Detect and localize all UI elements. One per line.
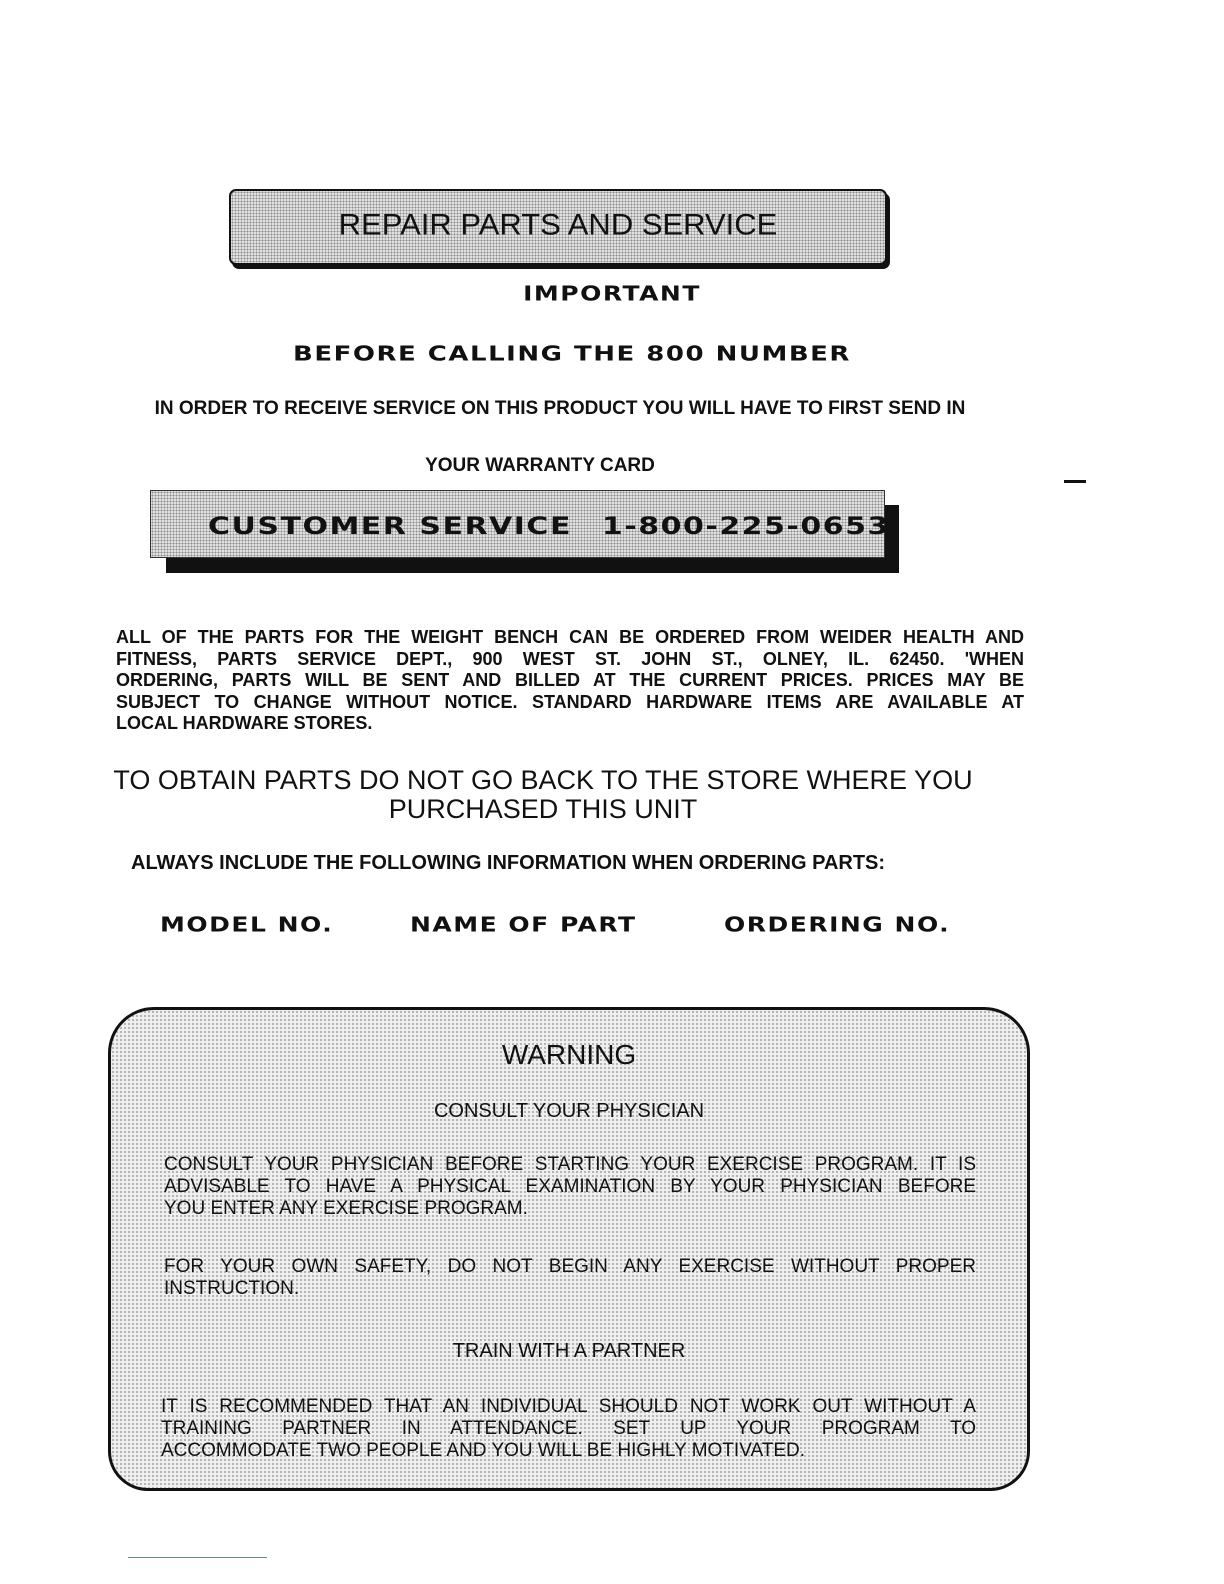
repair-parts-banner bbox=[229, 189, 887, 265]
consult-line: YOU ENTER ANY EXERCISE PROGRAM. bbox=[164, 1198, 528, 1219]
footer-rule bbox=[128, 1557, 267, 1558]
ordering-field-name-of-part: NAME OF PART bbox=[410, 913, 637, 937]
consult-physician-paragraph bbox=[164, 1154, 976, 1220]
parts-info-line: LOCAL HARDWARE STORES. bbox=[116, 713, 373, 733]
obtain-parts-line-2: PURCHASED THIS UNIT bbox=[388, 794, 698, 824]
customer-service-text bbox=[208, 512, 890, 542]
obtain-parts-notice bbox=[80, 766, 1006, 824]
partner-line: IT IS RECOMMENDED THAT AN INDIVIDUAL SHOULD NOT WORK OUT WITHOUT A bbox=[161, 1396, 976, 1417]
consult-line: CONSULT YOUR PHYSICIAN BEFORE STARTING YOUR EXERCISE PROGRAM. IT IS bbox=[164, 1154, 976, 1175]
warning-title: WARNING bbox=[501, 1039, 637, 1070]
before-calling-heading: BEFORE CALLING THE 800 NUMBER bbox=[293, 342, 851, 366]
train-with-partner-heading: TRAIN WITH A PARTNER bbox=[452, 1340, 686, 1362]
obtain-parts-line-1: TO OBTAIN PARTS DO NOT GO BACK TO THE STORE WHERE YOU bbox=[113, 765, 973, 795]
parts-info-paragraph bbox=[116, 627, 1024, 735]
safety-line: FOR YOUR OWN SAFETY, DO NOT BEGIN ANY EXERCISE WITHOUT PROPER bbox=[164, 1256, 976, 1277]
safety-paragraph bbox=[164, 1256, 976, 1300]
customer-service-label: CUSTOMER SERVICE bbox=[208, 512, 572, 541]
ordering-field-model-no: MODEL NO. bbox=[160, 913, 334, 937]
parts-info-line: SUBJECT TO CHANGE WITHOUT NOTICE. STANDARD HARDWARE ITEMS ARE AVAILABLE AT bbox=[116, 691, 1024, 712]
customer-service-box bbox=[150, 490, 890, 558]
warning-panel bbox=[108, 1007, 1030, 1491]
ordering-instruction: ALWAYS INCLUDE THE FOLLOWING INFORMATION WHEN ORDERING PARTS: bbox=[131, 852, 886, 874]
service-instruction-line-2: YOUR WARRANTY CARD bbox=[425, 455, 655, 476]
consult-line: ADVISABLE TO HAVE A PHYSICAL EXAMINATION BY YOUR PHYSICIAN BEFORE bbox=[164, 1176, 976, 1197]
parts-info-line: ORDERING, PARTS WILL BE SENT AND BILLED AT THE CURRENT PRICES. PRICES MAY BE bbox=[116, 670, 1024, 690]
partner-line: ACCOMMODATE TWO PEOPLE AND YOU WILL BE HIGHLY MOTIVATED. bbox=[161, 1440, 805, 1461]
ordering-field-ordering-no: ORDERING NO. bbox=[724, 913, 951, 937]
consult-physician-heading: CONSULT YOUR PHYSICIAN bbox=[433, 1100, 705, 1122]
service-instruction-line-1: IN ORDER TO RECEIVE SERVICE ON THIS PRODUCT YOU WILL HAVE TO FIRST SEND IN bbox=[154, 398, 966, 419]
safety-line: INSTRUCTION. bbox=[164, 1278, 300, 1299]
repair-parts-banner-title: REPAIR PARTS AND SERVICE bbox=[338, 207, 778, 242]
customer-service-phone: 1-800-225-0653 bbox=[601, 512, 890, 541]
important-heading: IMPORTANT bbox=[523, 282, 701, 306]
partner-line: TRAINING PARTNER IN ATTENDANCE. SET UP YOUR PROGRAM TO bbox=[161, 1418, 976, 1439]
margin-dash-mark bbox=[1064, 480, 1086, 483]
parts-info-line: FITNESS, PARTS SERVICE DEPT., 900 WEST ST. JOHN ST., OLNEY, IL. 62450. 'WHEN bbox=[116, 648, 1024, 669]
partner-paragraph bbox=[161, 1396, 976, 1462]
parts-info-line: ALL OF THE PARTS FOR THE WEIGHT BENCH CAN BE ORDERED FROM WEIDER HEALTH AND bbox=[116, 627, 1024, 647]
